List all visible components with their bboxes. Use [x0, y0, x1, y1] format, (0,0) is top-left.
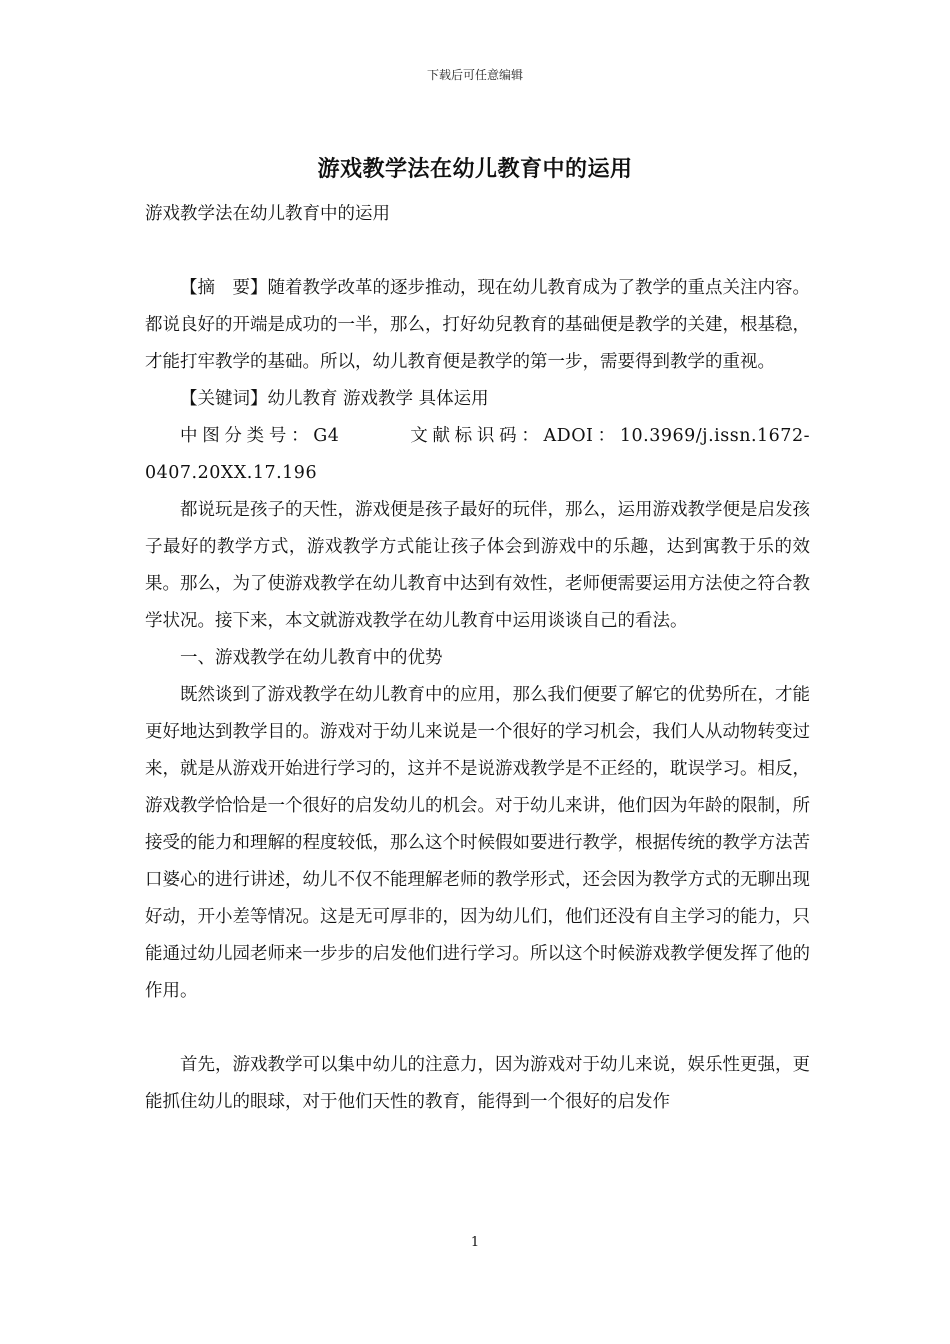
paragraph-gap [145, 1010, 810, 1047]
abstract-paragraph: 【摘 要】随着教学改革的逐步推动，现在幼儿教育成为了教学的重点关注内容。都说良好的开端是成功的一半，那么，打好幼兒教育的基础便是教学的关建，根基稳，才能打牢教学的基础。所以，幼儿教育便是教学的第一步，需要得到教学的重视。 [145, 278, 810, 372]
document-subtitle: 游戏教学法在幼儿教育中的运用 [145, 204, 390, 224]
header-note: 下载后可任意编辑 [426, 68, 523, 82]
body-paragraph: 既然谈到了游戏教学在幼儿教育中的应用，那么我们便要了解它的优势所在，才能更好地达到教学目的。游戏对于幼儿来说是一个很好的学习机会，我们人从动物转变过来，就是从游戏开始进行学习的，这并不是说游戏教学是不正经的，耽误学习。相反，游戏教学恰恰是一个很好的启发幼儿的机会。对于幼儿来讲，他们因为年龄的限制，所接受的能力和理解的程度较低，那么这个时候假如要进行教学，根据传统的教学方法苦口婆心的进行讲述，幼儿不仅不能理解老师的教学形式，还会因为教学方式的无聊出现好动，开小差等情况。这是无可厚非的，因为幼儿们，他们还没有自主学习的能力，只能通过幼儿园老师来一步步的启发他们进行学习。所以这个时候游戏教学便发挥了他的作用。 [145, 685, 810, 1001]
document-title: 游戏教学法在幼儿教育中的运用 [317, 156, 633, 182]
page-number: 1 [470, 1235, 480, 1250]
document-body [145, 196, 810, 1121]
keywords-line: 【关键词】幼儿教育 游戏教学 具体运用 [180, 389, 489, 409]
body-paragraph: 首先，游戏教学可以集中幼儿的注意力，因为游戏对于幼儿来说，娱乐性更强，更能抓住幼儿的眼球，对于他们天性的教育，能得到一个很好的启发作 [145, 1055, 810, 1112]
section-heading: 一、游戏教学在幼儿教育中的优势 [180, 648, 443, 668]
classification-line: 中图分类号：G4 文献标识码：ADOI：10.3969/j.issn.1672-0407.20XX.17.196 [145, 426, 810, 483]
intro-paragraph: 都说玩是孩子的天性，游戏便是孩子最好的玩伴，那么，运用游戏教学便是启发孩子最好的教学方式，游戏教学方式能让孩子体会到游戏中的乐趣，达到寓教于乐的效果。那么，为了使游戏教学在幼儿教育中达到有效性，老师便需要运用方法使之符合教学状况。接下来，本文就游戏教学在幼儿教育中运用谈谈自己的看法。 [145, 500, 810, 631]
